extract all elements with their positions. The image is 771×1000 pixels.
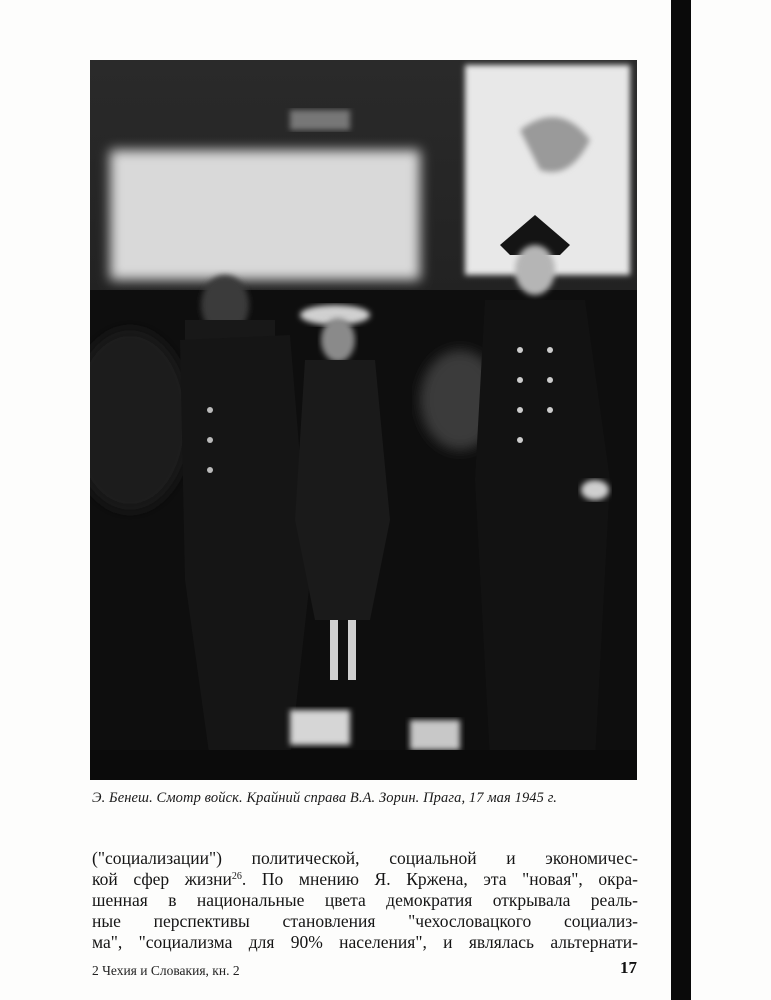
text-line-2-start: кой сфер жизни — [92, 869, 232, 889]
body-paragraph — [92, 848, 638, 953]
text-line-1: ("социализации") политической, социальной и экономичес- — [92, 848, 638, 868]
text-line-2-end: . По мнению Я. Кржена, эта "новая", окра- — [241, 869, 638, 889]
scan-edge-shadow — [671, 0, 691, 1000]
page-number: 17 — [620, 958, 637, 977]
photograph-image — [90, 60, 637, 780]
photo-caption: Э. Бенеш. Смотр войск. Крайний справа В.А. Зорин. Прага, 17 мая 1945 г. — [92, 790, 558, 806]
text-line-3: шенная в национальные цвета демократия открывала реаль- — [92, 890, 638, 910]
footnote-ref: 26 — [231, 871, 242, 882]
text-line-4: ные перспективы становления "чехословацкого социализ- — [92, 911, 638, 931]
text-line-2 — [92, 869, 638, 890]
running-footer: 2 Чехия и Словакия, кн. 2 — [92, 963, 240, 978]
historical-photograph — [90, 60, 637, 780]
text-line-5: ма", "социализма для 90% населения", и являлась альтернати- — [92, 932, 638, 952]
